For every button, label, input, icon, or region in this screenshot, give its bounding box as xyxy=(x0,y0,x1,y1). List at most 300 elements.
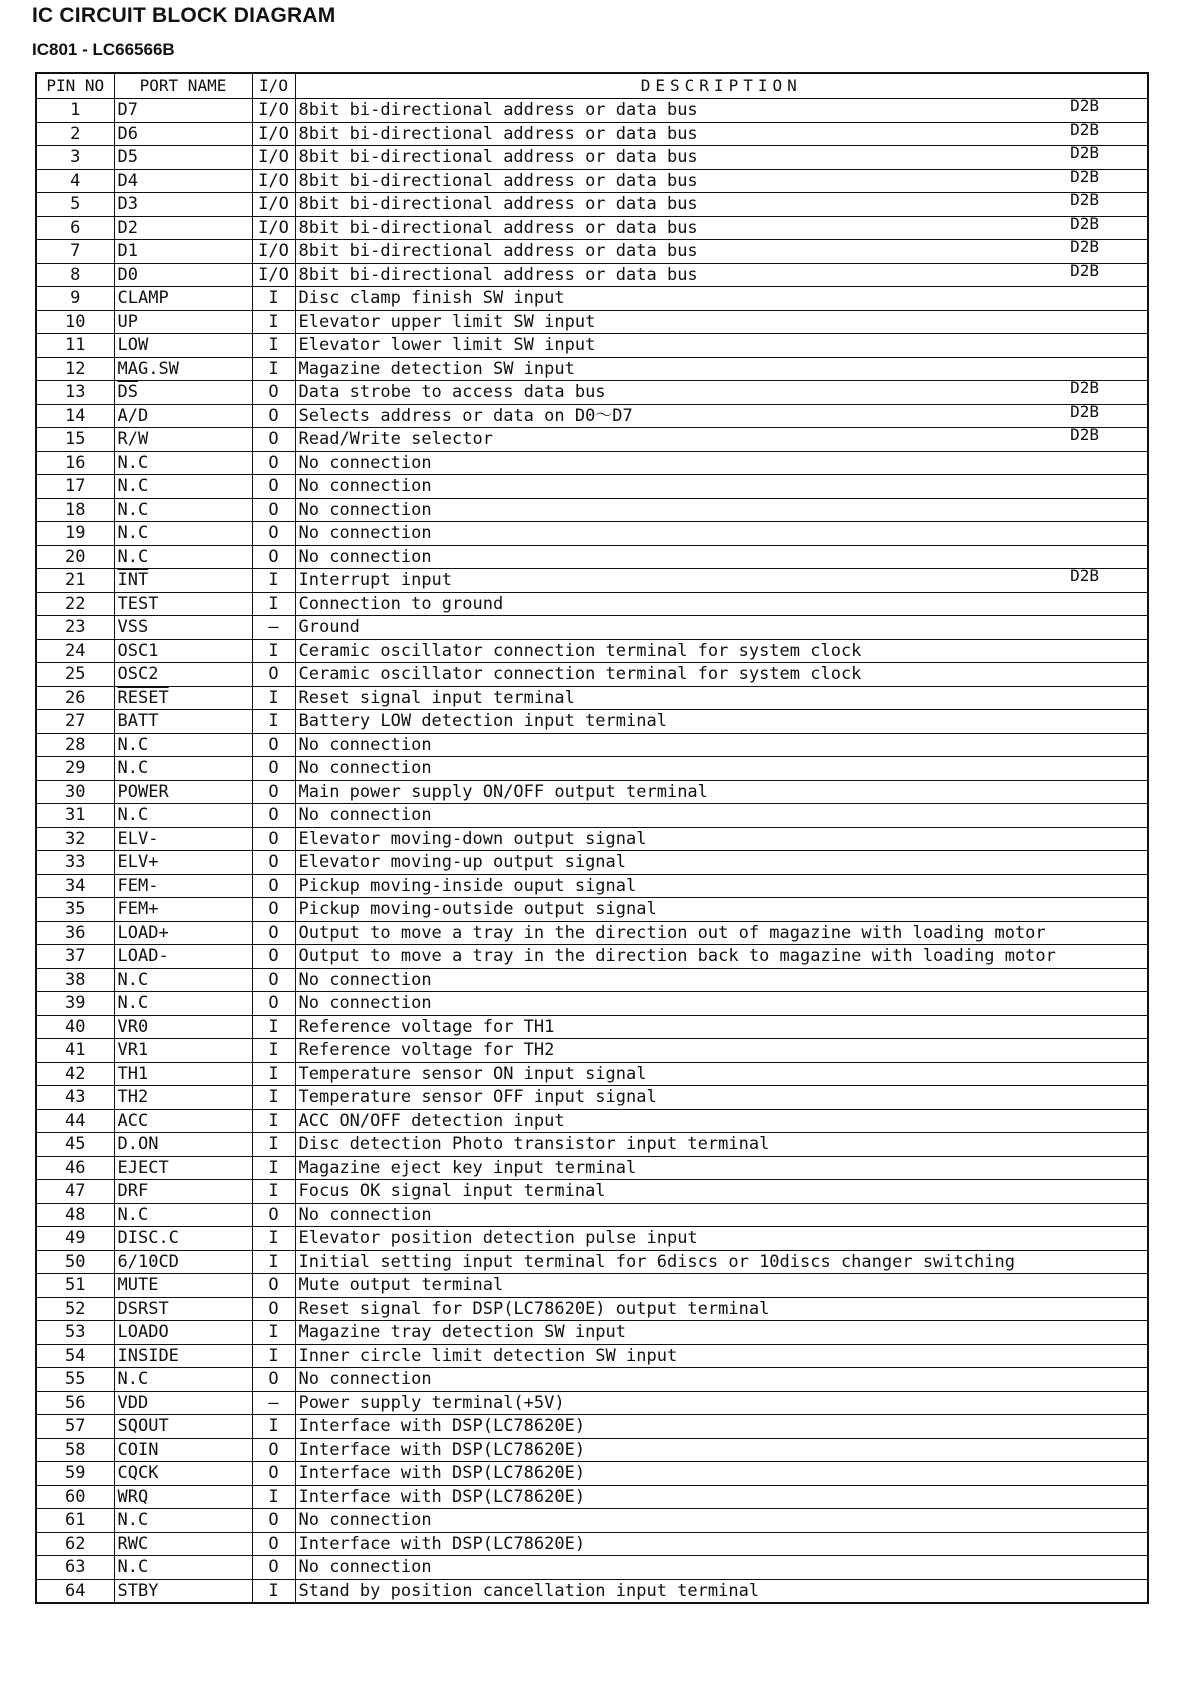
port-name: A/D xyxy=(117,405,149,426)
table-row xyxy=(36,1344,1148,1368)
port-name-cell xyxy=(114,146,252,170)
table-row xyxy=(36,1015,1148,1039)
pin-number-cell: 33 xyxy=(36,851,114,875)
pin-number-cell: 12 xyxy=(36,357,114,381)
port-name-cell xyxy=(114,1062,252,1086)
description-cell xyxy=(295,357,1148,381)
port-name: POWER xyxy=(117,781,169,802)
port-name-cell xyxy=(114,616,252,640)
ic-part-label: IC801 - LC66566B xyxy=(32,40,175,59)
port-name: N.C xyxy=(117,1510,149,1531)
bus-note: D2B xyxy=(1070,192,1099,209)
description-text: 8bit bi-directional address or data bus xyxy=(298,123,698,144)
port-name-cell xyxy=(114,263,252,287)
description-text: Elevator moving-up output signal xyxy=(298,852,627,873)
io-type-cell: I xyxy=(252,310,295,334)
io-type-cell: I xyxy=(252,710,295,734)
pin-number-cell: 55 xyxy=(36,1368,114,1392)
port-name: CLAMP xyxy=(117,288,169,309)
table-row xyxy=(36,1039,1148,1063)
description-text: Ceramic oscillator connection terminal for system clock xyxy=(298,664,862,685)
port-name-cell xyxy=(114,381,252,405)
pin-number-cell: 63 xyxy=(36,1556,114,1580)
description-text: Mute output terminal xyxy=(298,1275,504,1296)
description-cell xyxy=(295,992,1148,1016)
description-cell xyxy=(295,169,1148,193)
description-cell xyxy=(295,1415,1148,1439)
description-cell xyxy=(295,1532,1148,1556)
io-type-cell: O xyxy=(252,733,295,757)
pin-description-table xyxy=(35,72,1149,1604)
pin-number-cell: 51 xyxy=(36,1274,114,1298)
description-text: Elevator position detection pulse input xyxy=(298,1228,698,1249)
pin-number-cell: 46 xyxy=(36,1156,114,1180)
description-cell xyxy=(295,1086,1148,1110)
port-name-cell xyxy=(114,1509,252,1533)
table-row xyxy=(36,945,1148,969)
port-name: LOW xyxy=(117,335,149,356)
table-row xyxy=(36,1462,1148,1486)
port-name-cell xyxy=(114,545,252,569)
description-cell xyxy=(295,240,1148,264)
table-row xyxy=(36,616,1148,640)
port-name-cell xyxy=(114,1462,252,1486)
description-text: No connection xyxy=(298,1557,432,1578)
pin-number-cell: 13 xyxy=(36,381,114,405)
description-cell xyxy=(295,1109,1148,1133)
description-text: Elevator upper limit SW input xyxy=(298,311,596,332)
port-name: N.C xyxy=(117,758,149,779)
description-text: No connection xyxy=(298,523,432,544)
table-row xyxy=(36,334,1148,358)
description-cell xyxy=(295,498,1148,522)
description-text: Reference voltage for TH1 xyxy=(298,1016,555,1037)
port-name: BATT xyxy=(117,711,159,732)
io-type-cell: I/O xyxy=(252,146,295,170)
port-name-cell xyxy=(114,851,252,875)
pin-number-cell: 53 xyxy=(36,1321,114,1345)
description-text: Interface with DSP(LC78620E) xyxy=(298,1486,586,1507)
table-row xyxy=(36,428,1148,452)
table-row xyxy=(36,240,1148,264)
description-text: Temperature sensor OFF input signal xyxy=(298,1087,657,1108)
description-text: Ceramic oscillator connection terminal for system clock xyxy=(298,640,862,661)
pin-number-cell: 5 xyxy=(36,193,114,217)
header-description: DESCRIPTION xyxy=(295,73,1148,99)
io-type-cell: I xyxy=(252,1321,295,1345)
header-row xyxy=(36,73,1148,99)
port-name-cell xyxy=(114,1086,252,1110)
description-cell xyxy=(295,310,1148,334)
description-text: Output to move a tray in the direction out of magazine with loading motor xyxy=(298,922,1046,943)
io-type-cell: O xyxy=(252,545,295,569)
io-type-cell: O xyxy=(252,874,295,898)
io-type-cell: O xyxy=(252,1203,295,1227)
description-text: Reset signal input terminal xyxy=(298,687,575,708)
pin-number-cell: 23 xyxy=(36,616,114,640)
port-name-cell xyxy=(114,663,252,687)
description-text: Temperature sensor ON input signal xyxy=(298,1063,647,1084)
port-name-cell xyxy=(114,898,252,922)
port-name-cell xyxy=(114,169,252,193)
table-row xyxy=(36,1086,1148,1110)
pin-number-cell: 31 xyxy=(36,804,114,828)
description-text: Focus OK signal input terminal xyxy=(298,1181,606,1202)
description-cell xyxy=(295,874,1148,898)
table-row xyxy=(36,992,1148,1016)
table-row xyxy=(36,592,1148,616)
port-name: RWC xyxy=(117,1533,149,1554)
port-name-cell xyxy=(114,992,252,1016)
port-name-cell xyxy=(114,1532,252,1556)
io-type-cell: O xyxy=(252,451,295,475)
description-text: Battery LOW detection input terminal xyxy=(298,711,667,732)
pin-number-cell: 6 xyxy=(36,216,114,240)
port-name-cell xyxy=(114,569,252,593)
pin-number-cell: 30 xyxy=(36,780,114,804)
io-type-cell: O xyxy=(252,780,295,804)
table-row xyxy=(36,498,1148,522)
pin-number-cell: 34 xyxy=(36,874,114,898)
table-row xyxy=(36,1250,1148,1274)
io-type-cell: I xyxy=(252,1133,295,1157)
port-name: WRQ xyxy=(117,1486,149,1507)
description-text: Data strobe to access data bus xyxy=(298,382,606,403)
description-cell xyxy=(295,1133,1148,1157)
pin-number-cell: 2 xyxy=(36,122,114,146)
pin-number-cell: 1 xyxy=(36,99,114,123)
pin-number-cell: 26 xyxy=(36,686,114,710)
port-name: COIN xyxy=(117,1439,159,1460)
table-row xyxy=(36,1391,1148,1415)
port-name-cell xyxy=(114,1485,252,1509)
description-text: Reset signal for DSP(LC78620E) output terminal xyxy=(298,1298,770,1319)
io-type-cell: I/O xyxy=(252,240,295,264)
description-cell xyxy=(295,780,1148,804)
io-type-cell: O xyxy=(252,898,295,922)
port-name-cell xyxy=(114,404,252,428)
bus-note: D2B xyxy=(1070,568,1099,585)
port-name-cell xyxy=(114,498,252,522)
pin-number-cell: 28 xyxy=(36,733,114,757)
table-row xyxy=(36,1368,1148,1392)
table-row xyxy=(36,851,1148,875)
io-type-cell: O xyxy=(252,404,295,428)
port-name-cell xyxy=(114,686,252,710)
port-name-cell xyxy=(114,1321,252,1345)
port-name-cell xyxy=(114,1015,252,1039)
port-name-cell xyxy=(114,592,252,616)
pin-number-cell: 24 xyxy=(36,639,114,663)
description-text: Selects address or data on D0～D7 xyxy=(298,405,633,426)
port-name-cell xyxy=(114,757,252,781)
table-row xyxy=(36,1485,1148,1509)
io-type-cell: I xyxy=(252,287,295,311)
pin-number-cell: 4 xyxy=(36,169,114,193)
port-name-cell xyxy=(114,357,252,381)
description-text: 8bit bi-directional address or data bus xyxy=(298,100,698,121)
description-text: Main power supply ON/OFF output terminal xyxy=(298,781,708,802)
pin-number-cell: 15 xyxy=(36,428,114,452)
io-type-cell: I xyxy=(252,1062,295,1086)
io-type-cell: I xyxy=(252,1344,295,1368)
port-name: ELV+ xyxy=(117,852,159,873)
io-type-cell: O xyxy=(252,827,295,851)
io-type-cell: I xyxy=(252,1039,295,1063)
description-text: Interface with DSP(LC78620E) xyxy=(298,1416,586,1437)
description-cell xyxy=(295,1391,1148,1415)
port-name: $\overline{INT}$ xyxy=(117,570,149,591)
pin-number-cell: 17 xyxy=(36,475,114,499)
table-row xyxy=(36,827,1148,851)
port-name: ELV- xyxy=(117,828,159,849)
description-text: Magazine eject key input terminal xyxy=(298,1157,637,1178)
port-name-cell xyxy=(114,475,252,499)
description-cell xyxy=(295,921,1148,945)
port-name-cell xyxy=(114,1109,252,1133)
pin-number-cell: 57 xyxy=(36,1415,114,1439)
table-row xyxy=(36,898,1148,922)
description-text: No connection xyxy=(298,499,432,520)
description-cell xyxy=(295,827,1148,851)
description-text: Interface with DSP(LC78620E) xyxy=(298,1439,586,1460)
description-cell xyxy=(295,193,1148,217)
pin-number-cell: 48 xyxy=(36,1203,114,1227)
table-row xyxy=(36,968,1148,992)
description-cell xyxy=(295,733,1148,757)
table-row xyxy=(36,146,1148,170)
table-row xyxy=(36,663,1148,687)
port-name-cell xyxy=(114,193,252,217)
port-name: N.C xyxy=(117,1557,149,1578)
pin-number-cell: 41 xyxy=(36,1039,114,1063)
description-cell xyxy=(295,1579,1148,1603)
description-text: No connection xyxy=(298,476,432,497)
io-type-cell: O xyxy=(252,1438,295,1462)
description-text: Interface with DSP(LC78620E) xyxy=(298,1533,586,1554)
table-header xyxy=(36,73,1148,99)
description-cell xyxy=(295,1438,1148,1462)
pin-number-cell: 52 xyxy=(36,1297,114,1321)
table-row xyxy=(36,1579,1148,1603)
io-type-cell: — xyxy=(252,616,295,640)
table-row xyxy=(36,710,1148,734)
port-name-cell xyxy=(114,1180,252,1204)
pin-number-cell: 20 xyxy=(36,545,114,569)
table-row xyxy=(36,193,1148,217)
bus-note: D2B xyxy=(1070,98,1099,115)
description-text: 8bit bi-directional address or data bus xyxy=(298,194,698,215)
description-cell xyxy=(295,216,1148,240)
bus-note: D2B xyxy=(1070,427,1099,444)
pin-number-cell: 7 xyxy=(36,240,114,264)
port-name: DISC.C xyxy=(117,1228,179,1249)
io-type-cell: I xyxy=(252,1227,295,1251)
io-type-cell: O xyxy=(252,1297,295,1321)
port-name: D7 xyxy=(117,100,138,121)
port-name: N.C xyxy=(117,1204,149,1225)
port-name-cell xyxy=(114,240,252,264)
port-name-cell xyxy=(114,733,252,757)
bus-note: D2B xyxy=(1070,263,1099,280)
table-row xyxy=(36,263,1148,287)
table-row xyxy=(36,1556,1148,1580)
description-cell xyxy=(295,1203,1148,1227)
port-name-cell xyxy=(114,1133,252,1157)
io-type-cell: I xyxy=(252,357,295,381)
table-row xyxy=(36,686,1148,710)
port-name: N.C xyxy=(117,969,149,990)
description-cell xyxy=(295,1321,1148,1345)
pin-number-cell: 14 xyxy=(36,404,114,428)
table-row xyxy=(36,1415,1148,1439)
io-type-cell: I xyxy=(252,1180,295,1204)
port-name: D5 xyxy=(117,147,138,168)
port-name: TH1 xyxy=(117,1063,149,1084)
description-cell xyxy=(295,1180,1148,1204)
port-name-cell xyxy=(114,334,252,358)
table-row xyxy=(36,804,1148,828)
port-name: N.C xyxy=(117,499,149,520)
io-type-cell: O xyxy=(252,851,295,875)
description-text: 8bit bi-directional address or data bus xyxy=(298,147,698,168)
port-name-cell xyxy=(114,99,252,123)
table-row xyxy=(36,1509,1148,1533)
header-pin-no: PIN NO xyxy=(36,73,114,99)
port-name: LOAD+ xyxy=(117,922,169,943)
io-type-cell: I xyxy=(252,1086,295,1110)
pin-number-cell: 19 xyxy=(36,522,114,546)
pin-number-cell: 27 xyxy=(36,710,114,734)
port-name: N.C xyxy=(117,805,149,826)
port-name: VDD xyxy=(117,1392,149,1413)
table-row xyxy=(36,639,1148,663)
table-row xyxy=(36,1133,1148,1157)
description-cell xyxy=(295,1556,1148,1580)
pin-number-cell: 59 xyxy=(36,1462,114,1486)
port-name: N.C xyxy=(117,734,149,755)
io-type-cell: O xyxy=(252,475,295,499)
description-text: Pickup moving-inside ouput signal xyxy=(298,875,637,896)
io-type-cell: O xyxy=(252,498,295,522)
io-type-cell: I xyxy=(252,1109,295,1133)
pin-number-cell: 21 xyxy=(36,569,114,593)
io-type-cell: O xyxy=(252,757,295,781)
io-type-cell: O xyxy=(252,1509,295,1533)
pin-number-cell: 35 xyxy=(36,898,114,922)
io-type-cell: I xyxy=(252,334,295,358)
port-name-cell xyxy=(114,827,252,851)
port-name: N.C xyxy=(117,1369,149,1390)
description-cell xyxy=(295,663,1148,687)
io-type-cell: O xyxy=(252,804,295,828)
pin-number-cell: 58 xyxy=(36,1438,114,1462)
description-text: Magazine tray detection SW input xyxy=(298,1322,627,1343)
pin-number-cell: 60 xyxy=(36,1485,114,1509)
port-name-cell xyxy=(114,1039,252,1063)
description-text: No connection xyxy=(298,805,432,826)
port-name: N.C xyxy=(117,476,149,497)
io-type-cell: I xyxy=(252,639,295,663)
table-row xyxy=(36,1321,1148,1345)
port-name: 6/10CD xyxy=(117,1251,179,1272)
port-name: D1 xyxy=(117,241,138,262)
port-name: EJECT xyxy=(117,1157,169,1178)
io-type-cell: O xyxy=(252,945,295,969)
description-text: No connection xyxy=(298,1510,432,1531)
pin-number-cell: 38 xyxy=(36,968,114,992)
description-text: No connection xyxy=(298,993,432,1014)
port-name: ACC xyxy=(117,1110,149,1131)
table-row xyxy=(36,216,1148,240)
port-name-cell xyxy=(114,945,252,969)
description-cell xyxy=(295,122,1148,146)
table-row xyxy=(36,522,1148,546)
port-name-cell xyxy=(114,287,252,311)
table-row xyxy=(36,475,1148,499)
table-row xyxy=(36,404,1148,428)
pin-number-cell: 11 xyxy=(36,334,114,358)
io-type-cell: O xyxy=(252,921,295,945)
pin-number-cell: 32 xyxy=(36,827,114,851)
description-text: Elevator lower limit SW input xyxy=(298,335,596,356)
io-type-cell: O xyxy=(252,1462,295,1486)
description-text: ACC ON/OFF detection input xyxy=(298,1110,565,1131)
pin-number-cell: 47 xyxy=(36,1180,114,1204)
port-name-cell xyxy=(114,1297,252,1321)
description-cell xyxy=(295,851,1148,875)
io-type-cell: O xyxy=(252,992,295,1016)
port-name-cell xyxy=(114,451,252,475)
io-type-cell: I xyxy=(252,1156,295,1180)
table-row xyxy=(36,1109,1148,1133)
description-cell xyxy=(295,1368,1148,1392)
description-text: Power supply terminal(+5V) xyxy=(298,1392,565,1413)
port-name-cell xyxy=(114,122,252,146)
description-cell xyxy=(295,616,1148,640)
io-type-cell: — xyxy=(252,1391,295,1415)
pin-number-cell: 29 xyxy=(36,757,114,781)
port-name: D0 xyxy=(117,264,138,285)
description-text: Magazine detection SW input xyxy=(298,358,575,379)
pin-number-cell: 39 xyxy=(36,992,114,1016)
port-name: D.ON xyxy=(117,1134,159,1155)
description-cell xyxy=(295,592,1148,616)
io-type-cell: I xyxy=(252,1415,295,1439)
port-name-cell xyxy=(114,428,252,452)
table-row xyxy=(36,757,1148,781)
header-port-name: PORT NAME xyxy=(114,73,252,99)
port-name: VSS xyxy=(117,617,149,638)
description-text: No connection xyxy=(298,734,432,755)
port-name-cell xyxy=(114,1203,252,1227)
description-text: No connection xyxy=(298,758,432,779)
table-row xyxy=(36,310,1148,334)
description-cell xyxy=(295,757,1148,781)
description-cell xyxy=(295,804,1148,828)
description-cell xyxy=(295,1462,1148,1486)
description-cell xyxy=(295,569,1148,593)
io-type-cell: I/O xyxy=(252,263,295,287)
description-text: 8bit bi-directional address or data bus xyxy=(298,170,698,191)
description-cell xyxy=(295,710,1148,734)
io-type-cell: I/O xyxy=(252,99,295,123)
port-name: MUTE xyxy=(117,1275,159,1296)
io-type-cell: O xyxy=(252,522,295,546)
io-type-cell: I/O xyxy=(252,216,295,240)
port-name: DRF xyxy=(117,1181,149,1202)
io-type-cell: O xyxy=(252,968,295,992)
